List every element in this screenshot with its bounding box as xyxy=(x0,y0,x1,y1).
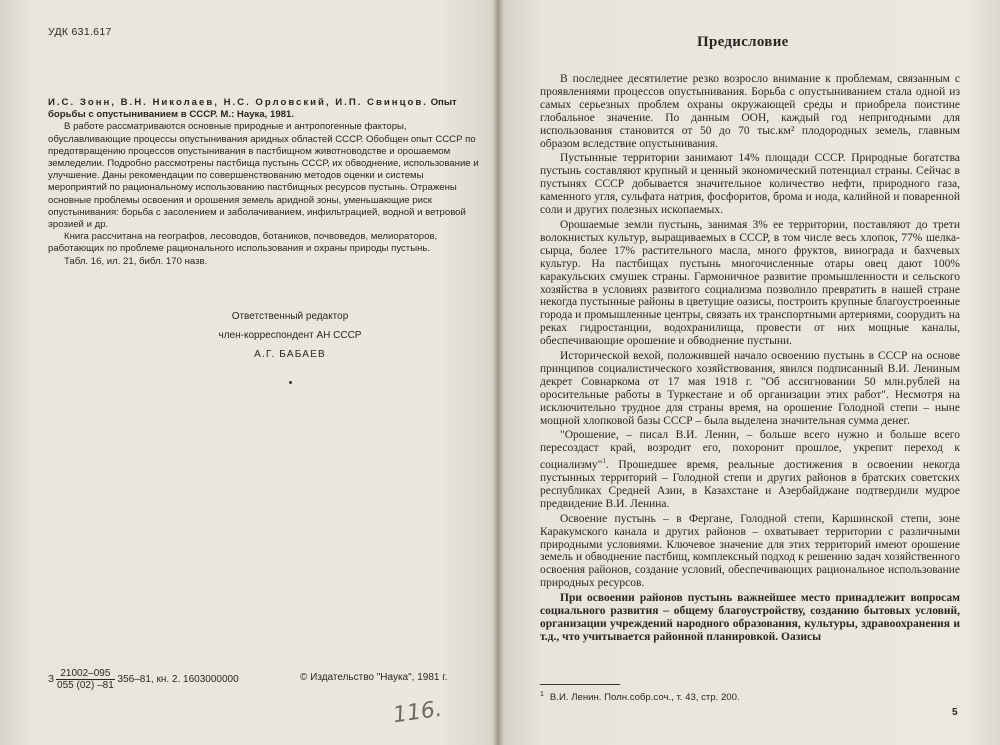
footnote-text: В.И. Ленин. Полн.собр.соч., т. 43, стр. 200. xyxy=(549,692,740,704)
copyright: © Издательство "Наука", 1981 г. xyxy=(300,672,448,683)
right-page xyxy=(497,0,1000,745)
abstract-title: Опыт борьбы с опустыниванием в СССР. М.: Наука, 1981. xyxy=(48,97,457,121)
udk-code: УДК 631.617 xyxy=(48,26,112,38)
page-number: 5 xyxy=(952,707,958,718)
preface-paragraph: Орошаемые земли пустынь, занимая 3% ее территории, поставляют до трети волокнистых культур, выращиваемых в СССР, в том числе весь хлопок, 77% шелка-сырца, более 17% растительного масла, много фруктов, винограда и бахчевых культур. На пастбищах пустынь многочисленные отары овец дают 100% каракульских смушек страны. Гармоничное развитие промышленности и сельского хозяйства в условиях развитого социализма позволило превратить в нашей стране некогда пустынные районы в цветущие оазисы, построить крупные благоустроенные города и промышленные центры, связать их транспортными артериями, соорудить на реках гидростанции, водохранилища, провести от них мощные каналы, обеспечивающие орошение и обводнение пустыни. xyxy=(540,218,960,348)
page-title: Предисловие xyxy=(697,34,789,50)
preface-paragraph: Исторической вехой, положившей начало освоению пустынь в СССР на основе принципов социалистического хозяйствования, явился подписанный В.И. Лениным декрет Совнаркома от 17 мая 1918 г. "Об ассигновании 50 млн.рублей на оросительные работы в Туркестане и об организации этих работ". Несмотря на исключительно трудное для страны время, на орошение Голодной степи – ныне мощной хлопковой базы СССР – была выделена значительная сумма денег. xyxy=(540,350,960,427)
code-lead: З xyxy=(48,674,55,685)
code-tail: 356–81, кн. 2. 1603000000 xyxy=(117,674,239,685)
abstract-paragraph-1: В работе рассматриваются основные природные и антропогенные факторы, обуславливающие процессы опустынивания аридных областей СССР. Обобщен опыт СССР по предотвращению процессов опустынивания в пастбищном животноводстве и орошаемом земледелии. Подробно рассмотрены пастбища пустынь СССР, их обводнение, использование и улучшение. Даны рекомендации по совершенствованию методов оценки и системы мероприятий по рациональному использованию пастбищных ресурсов пустынь. Отражены основные проблемы освоения и орошения земель аридной зоны, уменьшающие риск опустынивания: борьба с засолением и заболачиванием, инфильтрацией, водной и ветровой эрозией и др. xyxy=(48,121,479,231)
preface-paragraph: Освоение пустынь – в Фергане, Голодной степи, Каршинской степи, зоне Каракумского канала и других районов – охватывает территории с различными природными условиями. Ключевое значение для этих территорий имеют орошение земель и обводнение пастбищ, комплексный подход к решению задач хозяйственного освоения районов, создание условий, обеспечивающих рациональное использование природных ресурсов. xyxy=(540,512,960,590)
abstract-paragraph-2: Книга рассчитана на географов, лесоводов, ботаников, почвоведов, мелиораторов, работающих по проблеме рационального использования и охраны природы пустынь. xyxy=(48,231,438,255)
footnote-marker: 1 xyxy=(540,691,544,698)
editor-title: член-корреспондент АН СССР xyxy=(218,330,362,341)
footnote xyxy=(540,691,740,703)
preface-quote-paragraph xyxy=(540,429,960,510)
lenin-quote: "Орошение, – писал В.И. Ленин, – больше всего нужно и больше всего пересоздаст край, возродит его, похоронит прошлое, укрепит переход к социализму" xyxy=(540,429,960,472)
preface-body xyxy=(540,73,960,646)
left-page xyxy=(0,0,497,745)
abstract-tables: Табл. 16, ил. 21, библ. 170 назв. xyxy=(64,255,208,267)
footnote-divider xyxy=(540,684,620,685)
quote-continuation: . Прошедшее время, реальные достижения в освоении некогда пустынных территорий – Голодной степи и других районов в братских советских республиках Средней Азии, в Казахстане и Азербайджане подтвердили мудрое предвидение В.И. Ленина. xyxy=(540,459,960,510)
preface-paragraph: Пустынные территории занимают 14% площади СССР. Природные богатства пустынь составляют крупный и ценный экономический потенциал страны. Сейчас в пустынях СССР добывается значительное количество нефти, природного газа, каменного угля, сульфата натрия, фосфоритов, брома и иода, калийной и поваренной соли и других полезных ископаемых. xyxy=(540,152,960,217)
print-dot xyxy=(289,381,292,384)
code-denominator: 055 (02) –81 xyxy=(57,680,114,691)
abstract-block xyxy=(48,97,480,268)
code-fraction xyxy=(56,668,115,691)
abstract-authors: И.С. Зонн, В.Н. Николаев, Н.С. Орловский, И.П. Свинцов. xyxy=(48,97,428,108)
publication-code xyxy=(48,668,239,691)
editor-name: А.Г. БАБАЕВ xyxy=(254,349,326,360)
footnote-ref: 1 xyxy=(602,457,606,466)
abstract-citation xyxy=(48,97,480,121)
preface-paragraph: В последнее десятилетие резко возросло внимание к проблемам, связанным с проявлениями процессов опустынивания. Борьба с опустыниванием стала одной из самых серьезных проблем охраны окружающей среды и приобрела поистине глобальное значение. По данным ООН, каждый год непригодными для использования становится от 50 до 70 тыс.км² плодородных земель, главным образом вследствие опустынивания. xyxy=(540,73,960,150)
handwritten-number: 116. xyxy=(391,696,444,729)
book-gutter xyxy=(492,0,504,745)
editor-role: Ответственный редактор xyxy=(231,311,349,322)
editor-block xyxy=(160,307,420,364)
code-numerator: 21002–095 xyxy=(56,668,115,680)
preface-paragraph: При освоении районов пустынь важнейшее место принадлежит вопросам социального развития – общему благоустройству, созданию бытовых условий, организации учреждений народного образования, культуры, здравоохранения и т.д., что учитывается районной планировкой. Оазисы xyxy=(540,592,960,643)
